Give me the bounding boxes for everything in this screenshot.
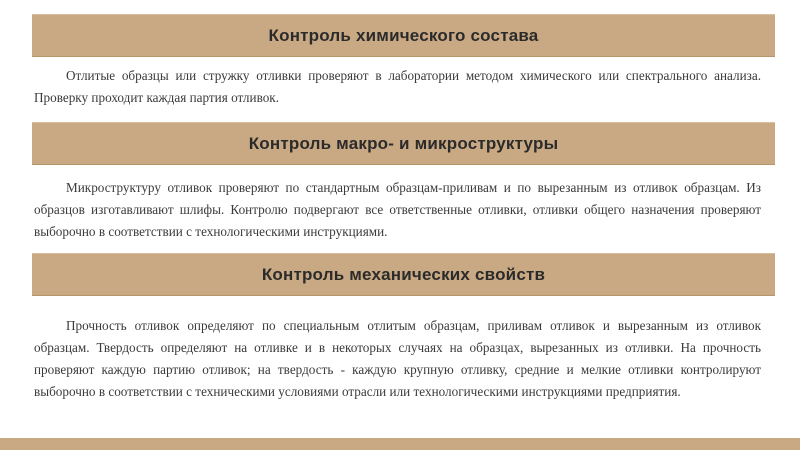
section-header-chemical [32,14,775,57]
section-title: Контроль химического состава [268,25,539,45]
section-title: Контроль механических свойств [261,264,546,284]
bottom-accent-bar [0,438,800,450]
section-title: Контроль макро- и микроструктуры [248,133,559,153]
section-header-mechanical [32,253,775,296]
section-header-structure [32,122,775,165]
section-paragraph: Прочность отливок определяют по специальным отлитым образцам, приливам отливок и вырезанным из отливок образцам. Твердость определяют на отливке и в некоторых случаях на образцах, вырезанных из отливки. На прочность проверяют каждую партию отливок; на твердость - каждую крупную отливку, средние и мелкие отливки контролируют выборочно в соответствии с техническими условиями отрасли или технологическими инструкциями предприятия. [34,318,761,399]
section-paragraph: Микроструктуру отливок проверяют по стандартным образцам-приливам и по вырезанным из отливок образцам. Из образцов изготавливают шлифы. Контролю подвергают все ответственные отливки, отливки общего назначения проверяют выборочно в соответствии с технологическими инструкциями. [34,180,761,239]
section-paragraph: Отлитые образцы или стружку отливки проверяют в лаборатории методом химического или спектрального анализа. Проверку проходит каждая партия отливок. [34,68,761,105]
